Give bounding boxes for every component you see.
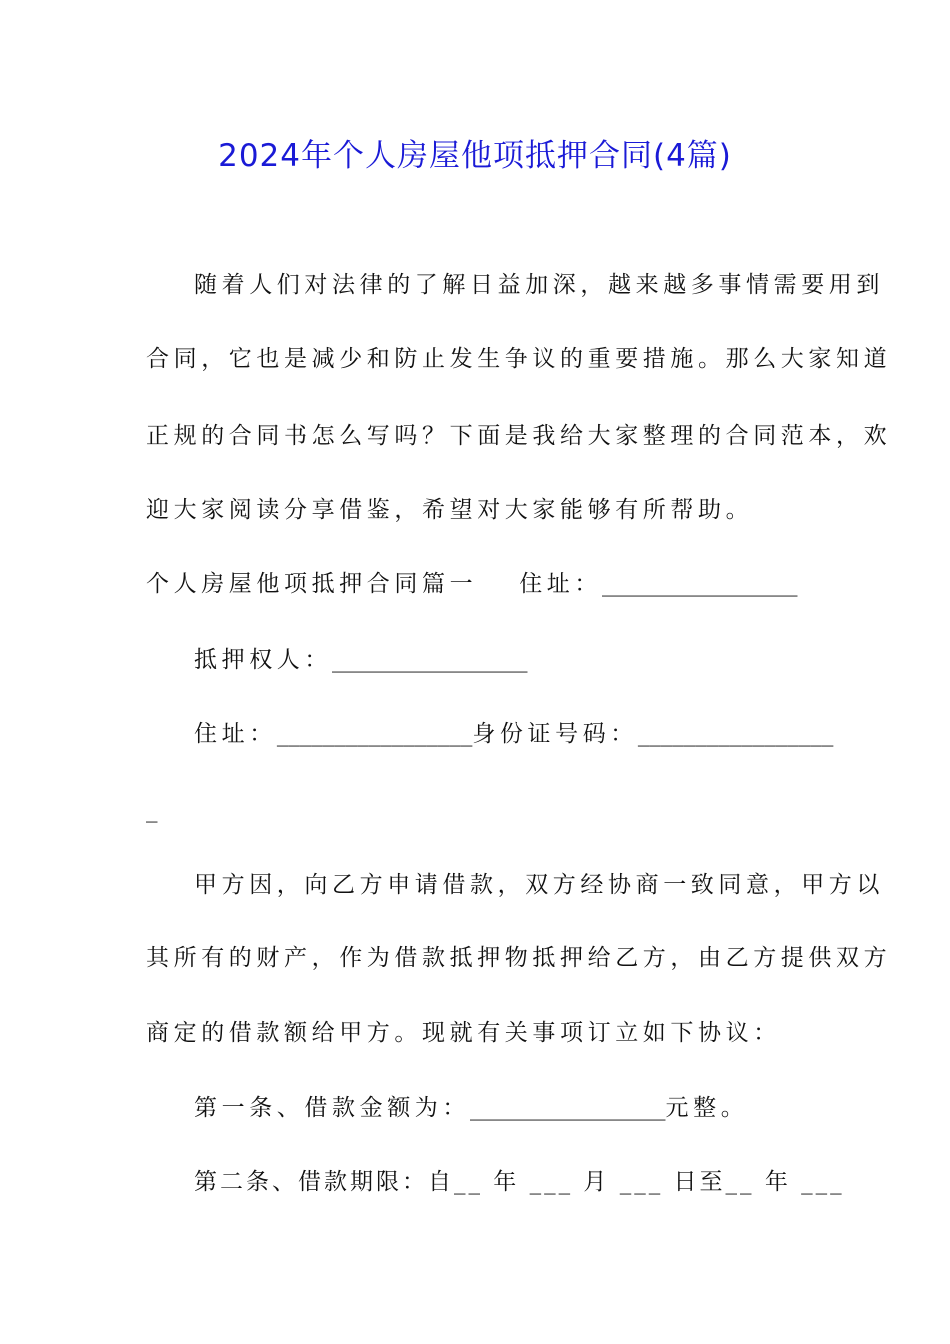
address-blank-2: _________________: [276, 721, 473, 747]
address-id-line: [194, 719, 833, 749]
mortgagee-line: [194, 645, 528, 675]
intro-line-3: 正规的合同书怎么写吗？下面是我给大家整理的合同范本，欢: [146, 423, 892, 449]
section-heading: 个人房屋他项抵押合同篇一: [146, 571, 478, 597]
intro-line-2: 合同，它也是减少和防止发生争议的重要措施。那么大家知道: [146, 346, 892, 372]
address-blank: _________________: [602, 571, 798, 597]
article-1: [194, 1093, 748, 1123]
article-2: 第二条、借款期限：自__ 年 ___ 月 ___ 日至__ 年 ___: [194, 1169, 845, 1195]
intro-line-1: 随着人们对法律的了解日益加深，越来越多事情需要用到: [194, 272, 884, 298]
article-1-prefix: 第一条、借款金额为：: [194, 1095, 470, 1121]
body-line-2: 其所有的财产，作为借款抵押物抵押给乙方，由乙方提供双方: [146, 945, 892, 971]
article-1-suffix: 元整。: [665, 1095, 749, 1121]
address-label: 住址：: [519, 571, 603, 597]
body-line-1: 甲方因，向乙方申请借款，双方经协商一致同意，甲方以: [194, 872, 884, 898]
section-heading-line: [146, 569, 798, 599]
document-title: 2024年个人房屋他项抵押合同(4篇): [218, 138, 732, 174]
body-line-3: 商定的借款额给甲方。现就有关事项订立如下协议：: [146, 1020, 781, 1046]
address-label-2: 住址：: [194, 721, 277, 747]
trailing-blank: _: [146, 797, 158, 823]
mortgagee-blank: _________________: [332, 647, 528, 673]
mortgagee-label: 抵押权人：: [194, 647, 332, 673]
id-label: 身份证号码：: [472, 721, 638, 747]
amount-blank: _________________: [470, 1095, 666, 1121]
id-blank: _________________: [637, 721, 834, 747]
intro-line-4: 迎大家阅读分享借鉴，希望对大家能够有所帮助。: [146, 497, 754, 523]
